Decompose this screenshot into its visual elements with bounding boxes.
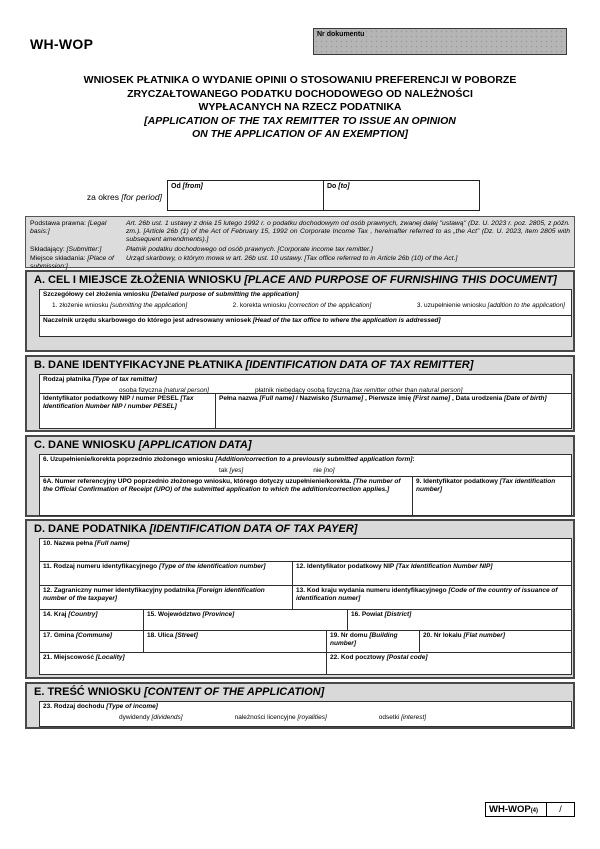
legal-row-place — [30, 255, 570, 271]
option-dividends[interactable]: dywidendy [dividends] — [119, 714, 183, 721]
field-17-commune[interactable] — [39, 630, 144, 653]
option-yes[interactable]: tak [yes] — [219, 467, 244, 474]
legal-basis-text: Art. 26b ust. 1 ustawy z dnia 15 lutego 1992 r. o podatku dochodowym od osób prawnych, zwanej dalej "ustawą" (Dz. U. 2023 r. poz. 2805, z późn. zm.). [Article 26b (1) of the Act of February 15, 1992 on Corporate Income Tax , hereinafter referred to as „the Act” (Dz. U. 2023, item 2805 with subsequent amendments).] — [126, 220, 570, 244]
field-14-label: 14. Kraj [Country] — [43, 611, 98, 618]
form-title-en-line2: ON THE APPLICATION OF AN EXEMPTION] — [191, 128, 409, 140]
field-purpose[interactable] — [39, 289, 572, 316]
form-title-en-line1: [APPLICATION OF THE TAX REMITTER TO ISSUE AN OPINION — [144, 114, 456, 127]
section-e — [25, 682, 575, 729]
footer-form-code: WH-WOP(4) — [486, 803, 547, 816]
period-label: za okres [for period] — [86, 192, 162, 202]
field-full-name-remitter-label: Pełna nazwa [Full name] / Nazwisko [Surname] , Pierwsze imię [First name] , Data urodzenia [Date of birth] — [219, 395, 547, 402]
field-10-full-name[interactable] — [39, 538, 572, 562]
field-21-label: 21. Miejscowość [Locality] — [43, 654, 125, 661]
section-d — [25, 519, 575, 679]
form-title-pl-line2: ZRYCZAŁTOWANEGO PODATKU DOCHODOWEGO OD NALEŻNOŚCI — [127, 87, 473, 100]
field-nip-pesel[interactable] — [39, 393, 216, 429]
field-11-label: 11. Rodzaj numeru identyfikacyjnego [Type of the identification number] — [43, 563, 266, 570]
legal-submitter-text: Płatnik podatku dochodowego od osób prawnych. [Corporate income tax remitter.] — [126, 245, 373, 253]
field-12-foreign-id-label: 12. Zagraniczny numer identyfikacyjny podatnika [Foreign identification number of the taxpayer] — [43, 587, 265, 602]
field-12-foreign-id[interactable] — [39, 585, 293, 610]
field-nip-pesel-label: Identyfikator podatkowy NIP / numer PESEL [Tax Identification Number NIP / number PESEL] — [43, 395, 194, 410]
field-16-label: 16. Powiat [District] — [351, 611, 412, 618]
field-13-label: 13. Kod kraju wydania numeru identyfikacyjnego [Code of the country of issuance of identification numer] — [296, 587, 558, 602]
field-22-postal-code[interactable] — [326, 652, 572, 675]
option-no[interactable]: nie [no] — [313, 467, 335, 474]
period-from-field[interactable] — [167, 180, 324, 211]
section-b — [25, 355, 575, 432]
section-a-header: A. CEL I MIEJSCE ZŁOŻENIA WNIOSKU [PLACE AND PURPOSE OF FURNISHING THIS DOCUMENT] — [34, 274, 557, 286]
legal-place-text: Urząd skarbowy, o którym mowa w art. 26b ust. 10 ustawy. [Tax office referred to in Article 26b (10) of the Act.] — [126, 254, 458, 262]
option-submitting-application[interactable]: 1. złożenie wniosku [submitting the application] — [52, 302, 188, 309]
option-interest[interactable]: odsetki [interest] — [378, 714, 427, 721]
field-23-label: 23. Rodzaj dochodu [Type of income] — [43, 703, 158, 710]
form-title-pl-line1: WNIOSEK PŁATNIKA O WYDANIE OPINII O STOSOWANIU PREFERENCJI W POBORZE — [83, 74, 517, 86]
field-9-label: 9. Identyfikator podatkowy [Tax identification number] — [416, 478, 556, 493]
field-purpose-label: Szczegółowy cel złożenia wniosku [Detailed purpose of submitting the application] — [43, 291, 299, 298]
section-a — [25, 270, 575, 352]
footer-page-indicator: / — [559, 804, 562, 814]
period-to-label: Do [to] — [327, 183, 350, 190]
form-title-pl-line3: WYPŁACANYCH NA RZECZ PODATNIKA — [198, 101, 402, 113]
option-addition-application[interactable]: 3. uzupełnienie wniosku [addition to the application] — [416, 302, 565, 309]
field-18-street[interactable] — [143, 630, 327, 653]
field-16-district[interactable] — [347, 609, 572, 631]
field-20-flat-number[interactable] — [419, 630, 572, 653]
field-6-addition-correction[interactable] — [39, 454, 572, 477]
field-tax-office-head[interactable] — [39, 315, 572, 337]
document-number-field[interactable] — [313, 28, 567, 55]
section-d-header: D. DANE PODATNIKA [IDENTIFICATION DATA OF TAX PAYER] — [34, 523, 358, 535]
section-c — [25, 435, 575, 517]
option-royalties[interactable]: należności licencyjne [royalities] — [234, 714, 327, 721]
option-non-natural-person[interactable]: płatnik niebędący osobą fizyczną [tax remitter other than natural person] — [254, 387, 463, 394]
legal-row-submitter — [30, 246, 570, 254]
legal-place-label: Miejsce składania: [Place of submission:] — [30, 254, 114, 271]
field-6-label: 6. Uzupełnienie/korekta poprzednio złożonego wniosku [Addition/correction to a previously submitted application form]: — [43, 456, 415, 463]
footer-form-code-box — [485, 802, 575, 817]
field-tax-office-head-label: Naczelnik urzędu skarbowego do którego jest adresowany wniosek [Head of the tax office to where the application is addressed] — [43, 317, 441, 324]
field-23-income-type[interactable] — [39, 701, 572, 727]
legal-basis-label: Podstawa prawna: [Legal basis:] — [30, 220, 107, 236]
field-21-locality[interactable] — [39, 652, 327, 675]
period-to-field[interactable] — [323, 180, 480, 211]
field-11-id-number-type[interactable] — [39, 561, 293, 586]
field-15-province[interactable] — [143, 609, 348, 631]
section-b-header: B. DANE IDENTYFIKACYJNE PŁATNIKA [IDENTIFICATION DATA OF TAX REMITTER] — [34, 359, 474, 371]
period-from-label: Od [from] — [171, 183, 203, 190]
field-12-nip-label: 12. Identyfikator podatkowy NIP [Tax Identification Number NIP] — [296, 563, 493, 570]
form-code-label: WH-WOP — [30, 36, 94, 52]
field-6a-upo-number[interactable] — [39, 476, 413, 516]
field-15-label: 15. Województwo [Province] — [147, 611, 235, 618]
section-c-header: C. DANE WNIOSKU [APPLICATION DATA] — [34, 439, 252, 451]
section-e-header: E. TREŚĆ WNIOSKU [CONTENT OF THE APPLICATION] — [34, 686, 325, 698]
field-full-name-remitter[interactable] — [215, 393, 572, 429]
document-number-label: Nr dokumentu — [317, 31, 365, 38]
field-12-nip[interactable] — [292, 561, 572, 586]
option-correction-application[interactable]: 2. korekta wniosku [correction of the application] — [232, 302, 372, 309]
field-13-country-code[interactable] — [292, 585, 572, 610]
legal-basis-box — [25, 216, 575, 271]
field-19-building-number[interactable] — [326, 630, 420, 653]
field-20-label: 20. Nr lokalu [Flat number] — [423, 632, 505, 639]
legal-row-basis — [30, 220, 570, 245]
option-natural-person[interactable]: osoba fizyczna [natural person] — [119, 387, 209, 394]
field-18-label: 18. Ulica [Street] — [147, 632, 198, 639]
field-22-label: 22. Kod pocztowy [Postal code] — [330, 654, 428, 661]
field-19-label: 19. Nr domu [Building number] — [330, 632, 398, 647]
field-remitter-type[interactable] — [39, 374, 572, 394]
field-14-country[interactable] — [39, 609, 144, 631]
field-remitter-type-label: Rodzaj płatnika [Type of tax remitter] — [43, 376, 157, 383]
legal-submitter-label: Składający: [Submitter:] — [30, 245, 102, 253]
form-title — [0, 74, 600, 142]
field-6a-label: 6A. Numer referencyjny UPO poprzednio złożonego wniosku, którego dotyczy uzupełnienie/korekta. [The number of the Official Confirmation of Receipt (UPO) of the submitted application to which the addition/correction applies.] — [43, 478, 401, 493]
field-9-tax-identifier[interactable] — [412, 476, 572, 516]
footer-form-version: (4) — [530, 808, 539, 814]
field-10-label: 10. Nazwa pełna [Full name] — [43, 540, 130, 547]
field-17-label: 17. Gmina [Commune] — [43, 632, 112, 639]
